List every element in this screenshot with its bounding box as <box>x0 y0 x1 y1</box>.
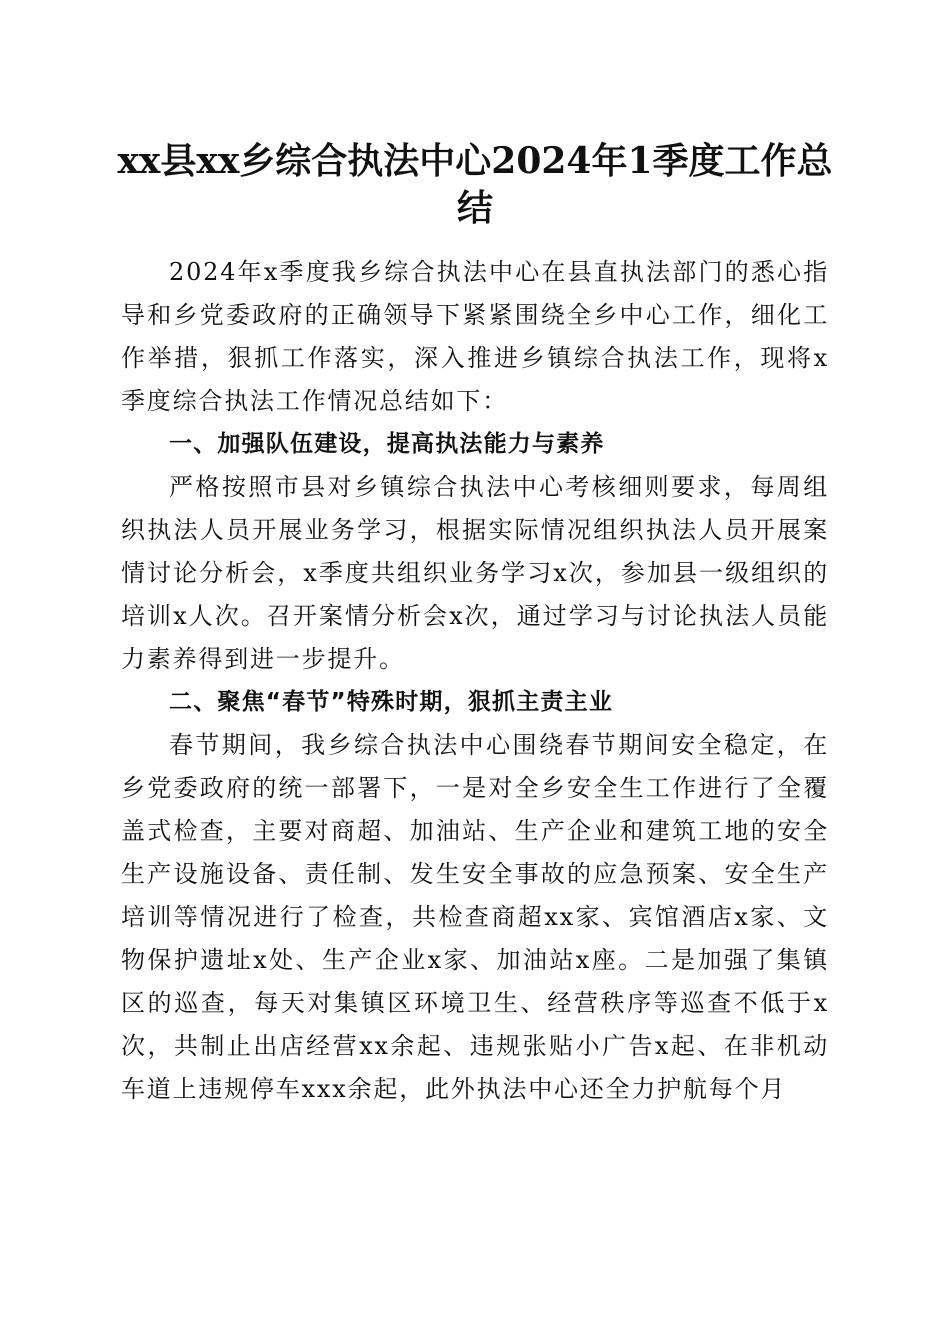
section-heading-1: 一、加强队伍建设，提高执法能力与素养 <box>169 431 605 457</box>
intro-paragraph: 2024年x季度我乡综合执法中心在县直执法部门的悉心指导和乡党委政府的正确领导下紧紧围绕全乡中心工作，细化工作举措，狠抓工作落实，深入推进乡镇综合执法工作，现将x季度综合执法工作情况总结如下： <box>121 258 829 415</box>
section-2-paragraph: 春节期间，我乡综合执法中心围绕春节期间安全稳定，在乡党委政府的统一部署下，一是对全乡安全生工作进行了全覆盖式检查，主要对商超、加油站、生产企业和建筑工地的安全生产设施设备、责任制、发生安全事故的应急预案、安全生产培训等情况进行了检查，共检查商超xx家、宾馆酒店x家、文物保护遗址x处、生产企业x家、加油站x座。二是加强了集镇区的巡查，每天对集镇区环境卫生、经营秩序等巡查不低于x次，共制止出店经营xx余起、违规张贴小广告x起、在非机动车道上违规停车xxx余起，此外执法中心还全力护航每个月 <box>121 731 829 1103</box>
document-title: xx县xx乡综合执法中心2024年1季度工作总结 <box>117 140 833 229</box>
section-1-paragraph: 严格按照市县对乡镇综合执法中心考核细则要求，每周组织执法人员开展业务学习，根据实际情况组织执法人员开展案情讨论分析会，x季度共组织业务学习x次，参加县一级组织的培训x人次。召开案情分析会x次，通过学习与讨论执法人员能力素养得到进一步提升。 <box>121 473 829 673</box>
document-body <box>121 251 829 1111</box>
section-heading-2: 二、聚焦“春节”特殊时期，狠抓主责主业 <box>169 689 614 715</box>
